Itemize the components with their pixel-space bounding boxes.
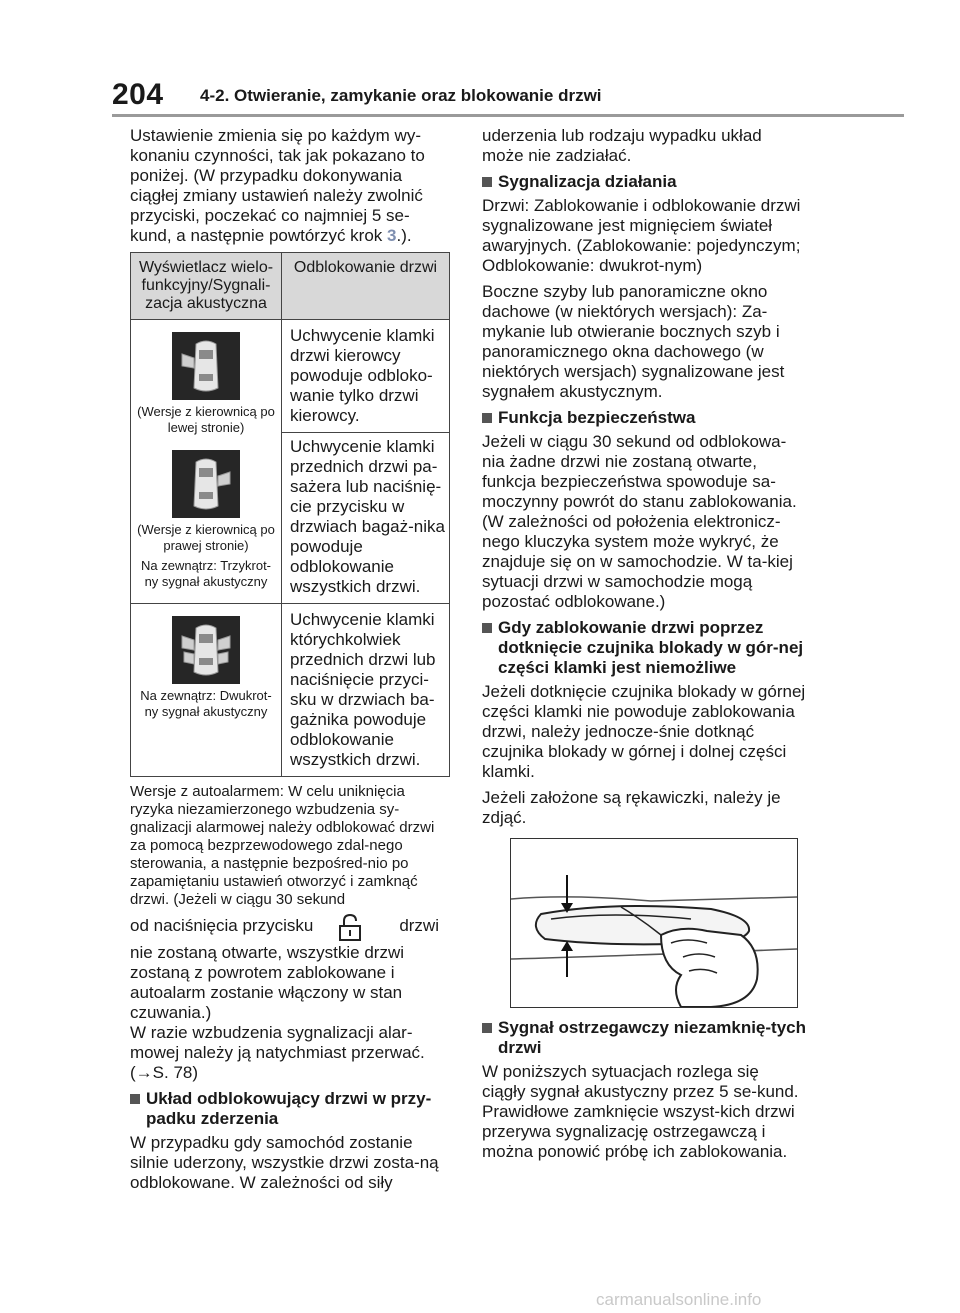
bullet-square-icon [482,1023,492,1033]
signal-heading-text: Sygnalizacja działania [498,172,677,191]
caption-triple-beep: Na zewnątrz: Trzykrot-ny sygnał akustyczny [140,558,272,589]
signal-paragraph-2: Boczne szyby lub panoramiczne okno dachowe (w niektórych wersjach): Za-mykanie lub otwieranie bocznych szyb i panoramicznego okna dachowego (w niektórych wersjach) sygnalizowane jest sygnałem akustycznym. [482,282,785,401]
row2-description: Uchwycenie klamki którychkolwiek przednich drzwi lub naciśnięcie przyci-sku w drzwiach ba-gażnika powoduje odblokowanie wszystkich drzwi. [282,604,450,777]
crash-paragraph: W przypadku gdy samochód zostanie silnie uderzony, wszystkie drzwi zosta-ną odblokowane. W zależności od siły [130,1133,439,1192]
section-title: 4-2. Otwieranie, zamykanie oraz blokowanie drzwi [200,86,602,105]
alarm-line-end: drzwi [399,916,439,935]
sensor-heading [482,618,806,678]
table-header-display: Wyświetlacz wielo-funkcyjny/Sygnali-zacja akustyczna [131,253,282,320]
sensor-paragraph-2: Jeżeli założone są rękawiczki, należy je zdjąć. [482,788,781,827]
intro-paragraph [130,126,450,246]
safety-paragraph: Jeżeli w ciągu 30 sekund od odblokowa-nia żadne drzwi nie zostaną otwarte, funkcja bezpieczeństwa spowoduje sa-moczynny powrót do stanu zablokowania. (W zależności od położenia elektronicz-nego kluczyka system może wykryć, że znajduje się on w samochodzie. W ta-kiej sytuacji drzwi w samochodzie mogą pozostać odblokowane.) [482,432,797,611]
alarm-paragraph-2: nie zostaną otwarte, wszystkie drzwi zostaną z powrotem zablokowane i autoalarm zostanie włączony w stan czuwania.) [130,943,404,1022]
crash-continuation: uderzenia lub rodzaju wypadku układ może nie zadziałać. [482,126,762,165]
caption-rhd: (Wersje z kierownicą po prawej stronie) [137,522,275,553]
alarm-paragraph: Wersje z autoalarmem: W celu uniknięcia ryzyka niezamierzonego wzbudzenia sy-gnalizacji alarmowej należy odblokować drzwi za pomocą bezprzewodowego zdal-nego sterowania, a następnie bezpośred-nio po zapamiętaniu ustawień otworzyć i zamknąć drzwi. (Jeżeli w ciągu 30 sekund [130,783,435,908]
bullet-square-icon [130,1094,140,1104]
alarm-button-line [130,911,450,941]
row1-images [131,320,282,604]
sensor-heading-text: Gdy zablokowanie drzwi poprzez dotknięcie czujnika blokady w gór-nej części klamki jest niemożliwe [498,618,804,677]
step-ref: 3 [387,226,397,245]
table-header-unlock: Odblokowanie drzwi [282,253,450,320]
alarm-reference: (→S. 78) [130,1063,199,1082]
alarm-paragraph-3: W razie wzbudzenia sygnalizacji alar-mowej należy ją natychmiast przerwać. [130,1023,425,1062]
row1b-description: Uchwycenie klamki przednich drzwi pa-sażera lub naciśnię-cie przycisku w drzwiach bagaż-nika powoduje odblokowanie wszystkich drzwi. [282,433,450,604]
warning-paragraph: W poniższych sytuacjach rozlega się ciągły sygnał akustyczny przez 5 se-kund. Prawidłowe zamknięcie wszyst-kich drzwi przerywa sygnalizację ostrzegawczą i można ponowić próbę ich zablokowania. [482,1062,799,1161]
car-driver-door-open-rhd-icon [172,450,240,518]
crash-heading-text: Układ odblokowujący drzwi w przy-padku zderzenia [146,1089,432,1128]
left-column [130,126,450,1199]
watermark: carmanualsonline.info [596,1290,762,1309]
signal-heading [482,172,806,192]
warning-heading-text: Sygnał ostrzegawczy niezamknię-tych drzwi [498,1018,806,1057]
alarm-line-start: od naciśnięcia przycisku [130,916,314,935]
row1-description: Uchwycenie klamki drzwi kierowcy powoduje odbloko-wanie tylko drzwi kierowcy. [282,320,450,433]
bullet-square-icon [482,413,492,423]
row2-images [131,604,282,777]
sensor-paragraph-1: Jeżeli dotknięcie czujnika blokady w górnej części klamki nie powoduje zablokowania drzwi, należy jednocze-śnie dotknąć czujnika blokady w górnej i dolnej części klamki. [482,682,806,781]
car-driver-door-open-lhd-icon [172,332,240,400]
hand-touching-handle-icon [511,839,797,1007]
door-handle-illustration [510,838,798,1008]
settings-table [130,252,450,777]
caption-lhd: (Wersje z kierownicą po lewej stronie) [137,404,275,435]
warning-heading [482,1018,806,1058]
right-column [482,126,806,1168]
safety-heading [482,408,806,428]
car-all-doors-open-icon [172,616,240,684]
bullet-square-icon [482,623,492,633]
intro-end: .). [396,226,412,245]
safety-heading-text: Funkcja bezpieczeństwa [498,408,696,427]
page-number: 204 [112,78,164,111]
crash-heading [130,1089,450,1129]
unlock-button-icon [335,913,365,941]
intro-text: Ustawienie zmienia się po każdym wy-konaniu czynności, tak jak pokazano to poniżej. (W przypadku dokonywania ciągłej zmiany ustawień należy zwolnić przyciski, poczekać co najmniej 5 se-kund, a następnie powtórzyć krok [130,126,425,245]
header-rule [112,114,904,117]
caption-double-beep: Na zewnątrz: Dwukrot-ny sygnał akustyczny [140,688,272,719]
signal-paragraph-1: Drzwi: Zablokowanie i odblokowanie drzwi sygnalizowane jest mignięciem świateł awaryjnych. (Zablokowanie: pojedynczym; Odblokowanie: dwukrot-nym) [482,196,801,275]
bullet-square-icon [482,177,492,187]
